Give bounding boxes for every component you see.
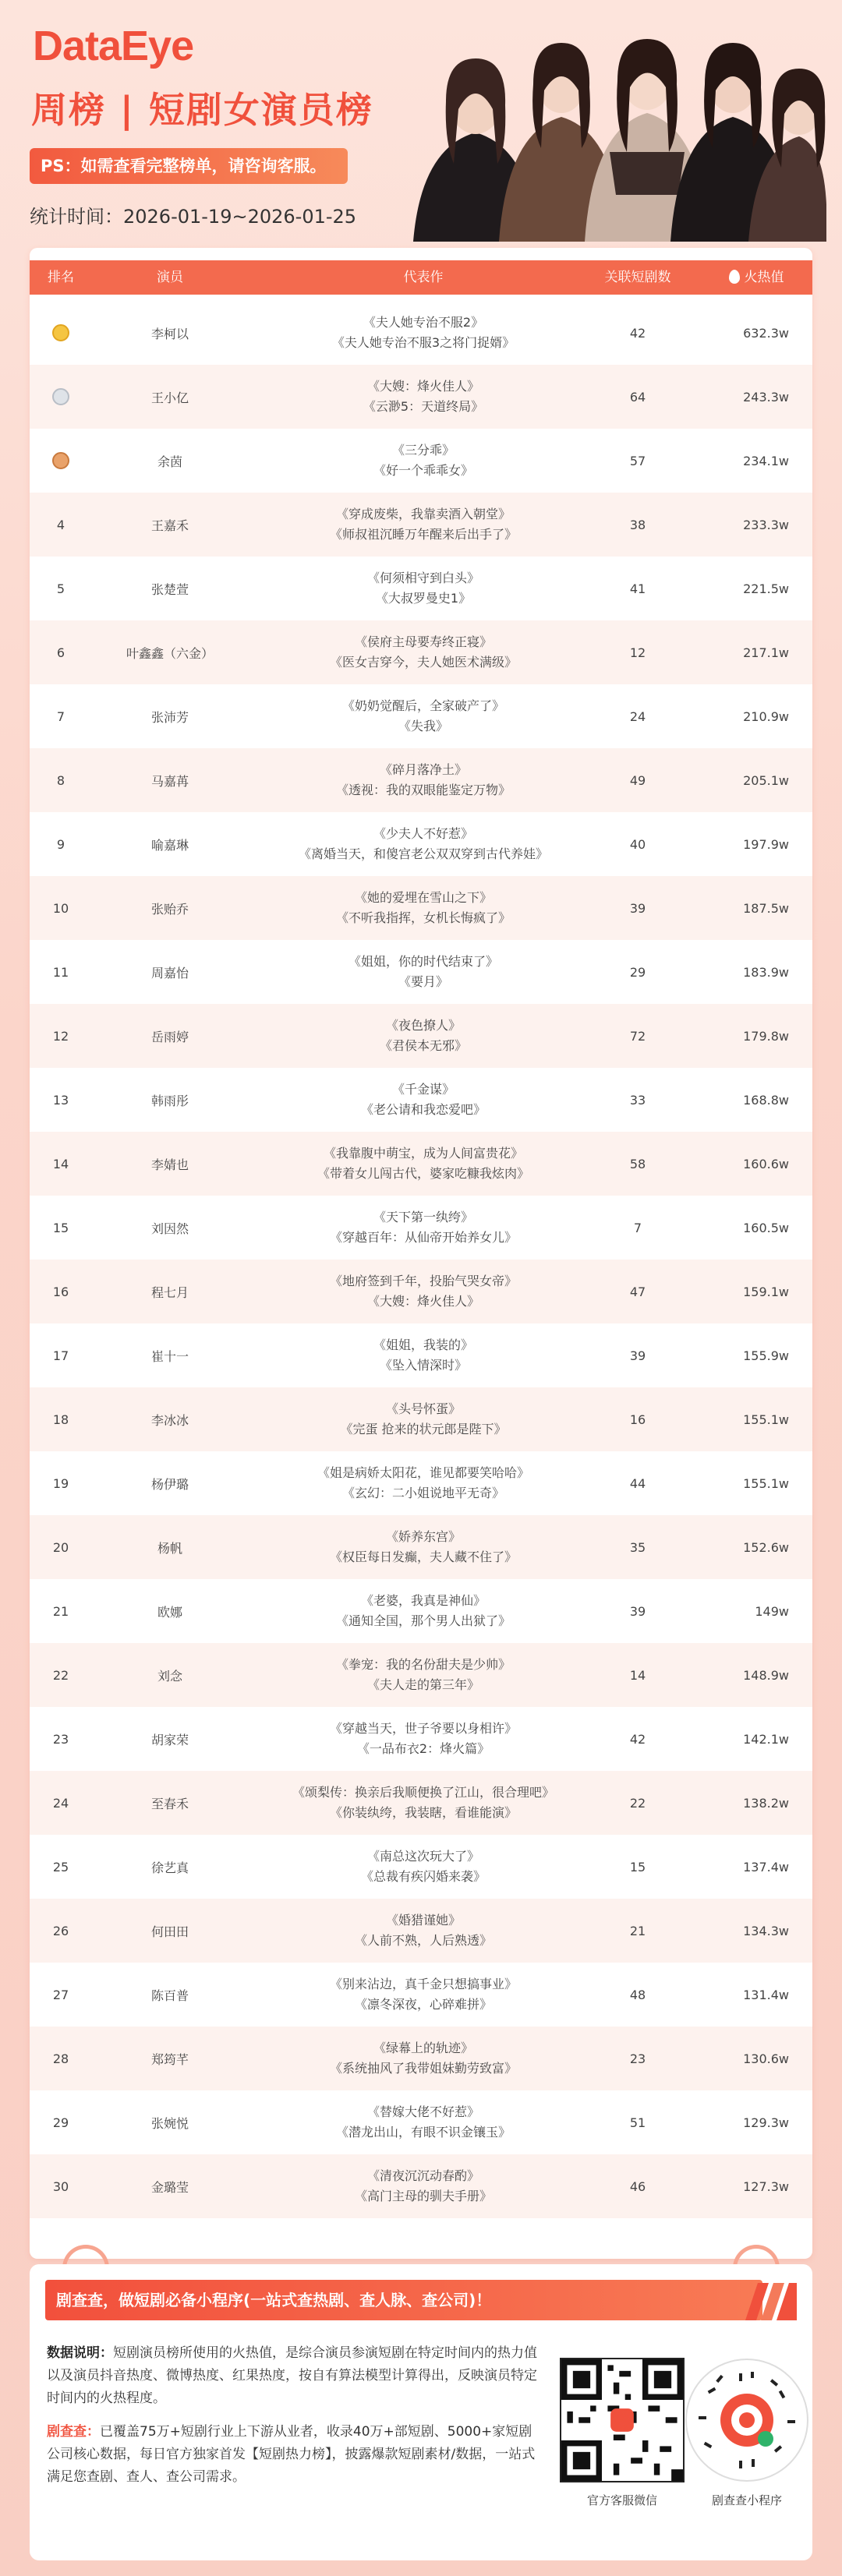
heat-value: 137.4w — [743, 1859, 789, 1875]
table-row — [30, 301, 812, 365]
works-cell — [248, 1771, 599, 1835]
heat-value: 233.3w — [743, 517, 789, 532]
rank-cell — [30, 1963, 92, 2027]
works-cell — [248, 1515, 599, 1579]
works-cell — [248, 620, 599, 684]
heat-value: 138.2w — [743, 1795, 789, 1811]
rank-number: 7 — [56, 708, 65, 724]
work-title: 《完蛋 抢来的状元郎是陛下》 — [340, 1422, 507, 1436]
work-title: 《老婆，我真是神仙》 — [360, 1593, 486, 1608]
work-title: 《离婚当天，和傻宫老公双双穿到古代养娃》 — [298, 846, 548, 861]
rank-cell — [30, 684, 92, 748]
work-title: 《夫人她专治不服2》 — [363, 315, 484, 330]
actor-name: 张婉悦 — [150, 2115, 189, 2131]
work-title: 《失我》 — [398, 719, 448, 733]
actor-name: 张楚萱 — [150, 581, 189, 597]
heat-value: 142.1w — [743, 1731, 789, 1747]
rank-number: 6 — [56, 645, 65, 660]
heat-value: 168.8w — [743, 1092, 789, 1108]
work-title: 《大嫂：烽火佳人》 — [366, 1294, 479, 1309]
work-title: 《君侯本无邪》 — [379, 1038, 467, 1053]
rank-cell — [30, 365, 92, 429]
table-row — [30, 1387, 812, 1451]
rank-cell — [30, 1707, 92, 1771]
ps-notice: PS：如需查看完整榜单，请咨询客服。 — [30, 148, 348, 184]
rank-cell — [30, 2090, 92, 2154]
drama-count: 58 — [629, 1156, 646, 1171]
work-title: 《姐姐，我装的》 — [373, 1337, 473, 1352]
data-description — [47, 2342, 538, 2489]
drama-count: 14 — [629, 1667, 646, 1683]
works-cell — [248, 1835, 599, 1899]
work-title: 《透视：我的双眼能鉴定万物》 — [335, 783, 511, 797]
drama-count: 7 — [633, 1220, 642, 1235]
work-title: 《夫人她专治不服3之将门捉婿》 — [331, 335, 515, 350]
header-count: 关联短剧数 — [604, 270, 671, 285]
rank-cell — [30, 748, 92, 812]
rank-number: 8 — [56, 772, 65, 788]
work-title: 《少夫人不好惹》 — [373, 826, 473, 841]
bronze-medal-icon — [52, 452, 69, 469]
table-row — [30, 1260, 812, 1323]
works-cell — [248, 2154, 599, 2218]
rank-number: 27 — [52, 1987, 69, 2002]
header-heat — [700, 260, 812, 295]
rank-number: 5 — [56, 581, 65, 596]
rank-number: 14 — [52, 1156, 69, 1171]
rank-number: 12 — [52, 1028, 69, 1044]
heat-value: 130.6w — [743, 2051, 789, 2066]
heat-value: 210.9w — [743, 708, 789, 724]
works-cell — [248, 1579, 599, 1643]
header-works: 代表作 — [403, 270, 444, 285]
table-row — [30, 1835, 812, 1899]
heat-value: 149w — [755, 1603, 789, 1619]
actor-name: 至春禾 — [150, 1796, 189, 1811]
drama-count: 49 — [629, 772, 646, 788]
brand-logo: DataEye — [33, 23, 194, 69]
table-row — [30, 748, 812, 812]
rank-cell — [30, 1515, 92, 1579]
work-title: 《人前不熟，人后熟透》 — [354, 1933, 492, 1948]
rank-cell — [30, 1004, 92, 1068]
table-row — [30, 1899, 812, 1963]
work-title: 《我靠腹中萌宝，成为人间富贵花》 — [323, 1146, 523, 1161]
miniprogram-qr-code — [685, 2358, 809, 2482]
drama-count: 38 — [629, 517, 646, 532]
work-title: 《系统抽风了我带姐妹勤劳致富》 — [329, 2061, 517, 2076]
work-title: 《娇养东宫》 — [385, 1529, 461, 1544]
rank-number: 22 — [52, 1667, 69, 1683]
desc-text: 短剧演员榜所使用的火热值，是综合演员参演短剧在特定时间内的热力值以及演员抖音热度、微博热度、红果热度，按自有算法模型计算得出，反映演员特定时间内的火热程度。 — [47, 2345, 537, 2406]
works-cell — [248, 1963, 599, 2027]
drama-count: 40 — [629, 836, 646, 852]
table-row — [30, 429, 812, 493]
rank-cell — [30, 1451, 92, 1515]
brand-mark-icon — [742, 2280, 797, 2320]
drama-count: 24 — [629, 708, 646, 724]
heat-value: 155.1w — [743, 1475, 789, 1491]
rank-cell — [30, 940, 92, 1004]
work-title: 《姐姐，你的时代结束了》 — [348, 954, 498, 969]
work-title: 《侯府主母要寿终正寝》 — [354, 634, 492, 649]
actor-name: 王嘉禾 — [150, 518, 189, 533]
actresses-photo — [405, 16, 826, 242]
work-title: 《云渺5：天道终局》 — [363, 399, 484, 414]
works-cell — [248, 1707, 599, 1771]
heat-value: 217.1w — [743, 645, 789, 660]
rank-number: 29 — [52, 2115, 69, 2130]
work-title: 《拳宠：我的名份甜夫是少帅》 — [335, 1657, 511, 1672]
work-title: 《奶奶觉醒后，全家破产了》 — [341, 698, 504, 713]
rank-cell — [30, 1068, 92, 1132]
work-title: 《穿越百年：从仙帝开始养女儿》 — [329, 1230, 517, 1245]
works-cell — [248, 557, 599, 620]
table-row — [30, 812, 812, 876]
rank-cell — [30, 429, 92, 493]
heat-value: 187.5w — [743, 900, 789, 916]
promo-banner: 剧查查，做短剧必备小程序(一站式查热剧、查人脉、查公司)！ — [45, 2280, 762, 2320]
table-row — [30, 2154, 812, 2218]
work-title: 《头号怀蛋》 — [385, 1401, 461, 1416]
heat-value: 160.5w — [743, 1220, 789, 1235]
rank-cell — [30, 1899, 92, 1963]
work-title: 《夜色撩人》 — [385, 1018, 461, 1033]
table-row — [30, 1132, 812, 1196]
drama-count: 48 — [629, 1987, 646, 2002]
rank-cell — [30, 493, 92, 557]
heat-value: 179.8w — [743, 1028, 789, 1044]
heat-value: 152.6w — [743, 1539, 789, 1555]
table-row — [30, 1196, 812, 1260]
actor-name: 喻嘉琳 — [150, 837, 189, 853]
works-cell — [248, 1260, 599, 1323]
rank-number: 15 — [52, 1220, 69, 1235]
rank-number: 10 — [52, 900, 69, 916]
fire-icon — [729, 270, 740, 284]
table-row — [30, 1515, 812, 1579]
rank-number: 24 — [52, 1795, 69, 1811]
work-title: 《千金谋》 — [391, 1082, 455, 1097]
heat-value: 134.3w — [743, 1923, 789, 1938]
drama-count: 21 — [629, 1923, 646, 1938]
work-title: 《总裁有疾闪婚来袭》 — [360, 1869, 486, 1884]
rank-number: 16 — [52, 1284, 69, 1299]
rank-number: 11 — [52, 964, 69, 980]
work-title: 《你装纨绔，我装瞎，看谁能演》 — [329, 1805, 517, 1820]
heat-value: 155.9w — [743, 1348, 789, 1363]
rank-number: 30 — [52, 2178, 69, 2194]
works-cell — [248, 940, 599, 1004]
works-cell — [248, 493, 599, 557]
rank-number: 25 — [52, 1859, 69, 1875]
drama-count: 29 — [629, 964, 646, 980]
table-row — [30, 876, 812, 940]
works-cell — [248, 1899, 599, 1963]
rank-number: 18 — [52, 1412, 69, 1427]
actor-name: 张沛芳 — [150, 709, 189, 725]
actor-name: 杨伊璐 — [150, 1476, 189, 1492]
drama-count: 22 — [629, 1795, 646, 1811]
works-cell — [248, 1196, 599, 1260]
drama-count: 39 — [629, 1603, 646, 1619]
rank-cell — [30, 1387, 92, 1451]
ranking-card — [30, 248, 812, 2259]
work-title: 《权臣每日发癫，夫人藏不住了》 — [329, 1549, 517, 1564]
about-title: 剧查查： — [47, 2424, 100, 2440]
works-cell — [248, 1387, 599, 1451]
actor-name: 程七月 — [150, 1284, 189, 1300]
actor-name: 周嘉怡 — [150, 965, 189, 981]
drama-count: 64 — [629, 389, 646, 405]
work-title: 《大叔罗曼史1》 — [375, 591, 472, 606]
table-row — [30, 1579, 812, 1643]
actor-name: 李柯以 — [150, 326, 189, 341]
work-title: 《南总这次玩大了》 — [366, 1849, 479, 1864]
header-rank: 排名 — [48, 270, 74, 285]
actor-name: 马嘉苒 — [150, 773, 189, 789]
work-title: 《一品布衣2：烽火篇》 — [356, 1741, 490, 1756]
work-title: 《老公请和我恋爱吧》 — [360, 1102, 486, 1117]
header — [0, 0, 842, 242]
drama-count: 16 — [629, 1412, 646, 1427]
work-title: 《穿成废柴，我靠卖酒入朝堂》 — [335, 507, 511, 521]
work-title: 《带着女儿闯古代，婆家吃糠我炫肉》 — [317, 1166, 529, 1181]
actor-name: 何田田 — [150, 1924, 189, 1939]
works-cell — [248, 1451, 599, 1515]
rank-cell — [30, 2027, 92, 2090]
table-row — [30, 1323, 812, 1387]
rank-number: 13 — [52, 1092, 69, 1108]
heat-value: 127.3w — [743, 2178, 789, 2194]
drama-count: 51 — [629, 2115, 646, 2130]
work-title: 《何须相守到白头》 — [366, 571, 479, 585]
table-row — [30, 1451, 812, 1515]
rank-cell — [30, 301, 92, 365]
table-header — [30, 260, 812, 295]
actor-name: 李婧也 — [150, 1157, 189, 1172]
heat-value: 159.1w — [743, 1284, 789, 1299]
table-row — [30, 620, 812, 684]
table-row — [30, 940, 812, 1004]
actor-name: 杨帆 — [157, 1540, 182, 1556]
drama-count: 39 — [629, 1348, 646, 1363]
work-title: 《要月》 — [398, 974, 448, 989]
actor-name: 金璐莹 — [150, 2179, 189, 2195]
drama-count: 72 — [629, 1028, 646, 1044]
works-cell — [248, 1068, 599, 1132]
work-title: 《她的爱埋在雪山之下》 — [354, 890, 492, 905]
footer-card — [30, 2264, 812, 2560]
works-cell — [248, 429, 599, 493]
drama-count: 42 — [629, 325, 646, 341]
table-row — [30, 1707, 812, 1771]
header-heat-label: 火热值 — [744, 270, 784, 285]
qr2-caption: 剧查查小程序 — [711, 2493, 782, 2507]
heat-value: 129.3w — [743, 2115, 789, 2130]
heat-value: 197.9w — [743, 836, 789, 852]
desc-title: 数据说明： — [47, 2345, 113, 2361]
work-title: 《师叔祖沉睡万年醒来后出手了》 — [329, 527, 517, 542]
rank-cell — [30, 1196, 92, 1260]
drama-count: 57 — [629, 453, 646, 468]
rank-cell — [30, 1132, 92, 1196]
rank-cell — [30, 1260, 92, 1323]
work-title: 《穿越当天，世子爷要以身相许》 — [329, 1721, 517, 1736]
drama-count: 15 — [629, 1859, 646, 1875]
work-title: 《碎月落净土》 — [379, 762, 467, 777]
rank-cell — [30, 1771, 92, 1835]
rank-number: 9 — [56, 836, 65, 852]
table-row — [30, 684, 812, 748]
heat-value: 205.1w — [743, 772, 789, 788]
table-row — [30, 493, 812, 557]
work-title: 《坠入情深时》 — [379, 1358, 467, 1373]
about-text: 已覆盖75万+短剧行业上下游从业者，收录40万+部短剧、5000+家短剧公司核心数据，每日官方独家首发【短剧热力榜】，披露爆款短剧素材/数据，一站式满足您查剧、查人、查公司需求。 — [47, 2424, 536, 2485]
drama-count: 33 — [629, 1092, 646, 1108]
heat-value: 183.9w — [743, 964, 789, 980]
works-cell — [248, 365, 599, 429]
drama-count: 39 — [629, 900, 646, 916]
rank-cell — [30, 876, 92, 940]
works-cell — [248, 748, 599, 812]
rank-number: 20 — [52, 1539, 69, 1555]
table-row — [30, 365, 812, 429]
table-row — [30, 1771, 812, 1835]
table-row — [30, 557, 812, 620]
table-row — [30, 2027, 812, 2090]
heat-value: 155.1w — [743, 1412, 789, 1427]
rank-number: 23 — [52, 1731, 69, 1747]
rank-cell — [30, 1323, 92, 1387]
work-title: 《玄幻：二小姐说地平无奇》 — [341, 1486, 504, 1500]
heat-value: 243.3w — [743, 389, 789, 405]
work-title: 《姐是病娇太阳花，谁见都要笑哈哈》 — [317, 1465, 529, 1480]
stat-time: 统计时间：2026-01-19~2026-01-25 — [30, 206, 357, 228]
drama-count: 46 — [629, 2178, 646, 2194]
work-title: 《高门主母的驯夫手册》 — [354, 2189, 492, 2203]
rank-number: 19 — [52, 1475, 69, 1491]
actor-name: 余茵 — [157, 454, 182, 469]
actor-name: 陈百普 — [150, 1988, 189, 2003]
actor-name: 韩雨彤 — [150, 1093, 189, 1108]
rank-cell — [30, 1643, 92, 1707]
actor-name: 李冰冰 — [150, 1412, 189, 1428]
page-title: 周榜 | 短剧女演员榜 — [31, 89, 373, 131]
works-cell — [248, 2027, 599, 2090]
heat-value: 160.6w — [743, 1156, 789, 1171]
rank-cell — [30, 2154, 92, 2218]
work-title: 《潜龙出山，有眼不识金镶玉》 — [335, 2125, 511, 2140]
heat-value: 148.9w — [743, 1667, 789, 1683]
works-cell — [248, 684, 599, 748]
rank-number: 26 — [52, 1923, 69, 1938]
work-title: 《婚猎谨她》 — [385, 1913, 461, 1928]
qr1-caption: 官方客服微信 — [586, 2493, 657, 2507]
works-cell — [248, 1643, 599, 1707]
drama-count: 44 — [629, 1475, 646, 1491]
works-cell — [248, 876, 599, 940]
works-cell — [248, 1132, 599, 1196]
actor-name: 胡家荣 — [150, 1732, 189, 1747]
work-title: 《替嫁大佬不好惹》 — [366, 2104, 479, 2119]
drama-count: 23 — [629, 2051, 646, 2066]
rank-number: 28 — [52, 2051, 69, 2066]
wechat-qr-code — [560, 2358, 685, 2482]
drama-count: 35 — [629, 1539, 646, 1555]
rank-number: 17 — [52, 1348, 69, 1363]
actresses-illustration — [405, 16, 826, 242]
rank-cell — [30, 812, 92, 876]
work-title: 《大嫂：烽火佳人》 — [366, 379, 479, 394]
actor-name: 张贻乔 — [150, 901, 189, 917]
rank-cell — [30, 620, 92, 684]
heat-value: 131.4w — [743, 1987, 789, 2002]
table-row — [30, 2090, 812, 2154]
works-cell — [248, 2090, 599, 2154]
actor-name: 刘念 — [157, 1668, 182, 1684]
actor-name: 岳雨婷 — [150, 1029, 189, 1044]
table-row — [30, 1643, 812, 1707]
actor-name: 徐艺真 — [150, 1860, 189, 1875]
drama-count: 41 — [629, 581, 646, 596]
actor-name: 王小亿 — [150, 390, 189, 405]
actor-name: 刘因然 — [150, 1221, 189, 1236]
table-row — [30, 1068, 812, 1132]
rank-cell — [30, 1835, 92, 1899]
work-title: 《清夜沉沉动春酌》 — [366, 2168, 479, 2183]
rank-cell — [30, 1579, 92, 1643]
work-title: 《医女吉穿今，夫人她医术满级》 — [329, 655, 517, 670]
actor-name: 叶鑫鑫（六金） — [126, 645, 214, 661]
work-title: 《凛冬深夜，心碎难拼》 — [354, 1997, 492, 2012]
works-cell — [248, 1004, 599, 1068]
work-title: 《不听我指挥，女机长悔疯了》 — [335, 910, 511, 925]
drama-count: 42 — [629, 1731, 646, 1747]
gold-medal-icon — [52, 324, 69, 341]
work-title: 《绿幕上的轨迹》 — [373, 2041, 473, 2055]
works-cell — [248, 812, 599, 876]
heat-value: 234.1w — [743, 453, 789, 468]
works-cell — [248, 1323, 599, 1387]
rank-number: 21 — [52, 1603, 69, 1619]
work-title: 《颂梨传：换亲后我顺便换了江山，很合理吧》 — [292, 1785, 554, 1800]
heat-value: 632.3w — [743, 325, 789, 341]
rank-number: 4 — [56, 517, 65, 532]
work-title: 《三分乖》 — [391, 443, 455, 458]
work-title: 《好一个乖乖女》 — [373, 463, 473, 478]
drama-count: 47 — [629, 1284, 646, 1299]
actor-name: 欧娜 — [157, 1604, 182, 1620]
table-row — [30, 1004, 812, 1068]
work-title: 《通知全国，那个男人出狱了》 — [335, 1613, 511, 1628]
work-title: 《夫人走的第三年》 — [366, 1677, 479, 1692]
drama-count: 12 — [629, 645, 646, 660]
header-actor: 演员 — [157, 270, 183, 285]
work-title: 《别来沾边，真千金只想搞事业》 — [329, 1977, 517, 1991]
table-row — [30, 1963, 812, 2027]
works-cell — [248, 301, 599, 365]
work-title: 《地府签到千年，投胎气哭女帝》 — [329, 1274, 517, 1288]
silver-medal-icon — [52, 388, 69, 405]
actor-name: 郑筠芊 — [150, 2051, 189, 2067]
heat-value: 221.5w — [743, 581, 789, 596]
rank-cell — [30, 557, 92, 620]
work-title: 《天下第一纨绔》 — [373, 1210, 473, 1224]
actor-name: 崔十一 — [150, 1348, 189, 1364]
